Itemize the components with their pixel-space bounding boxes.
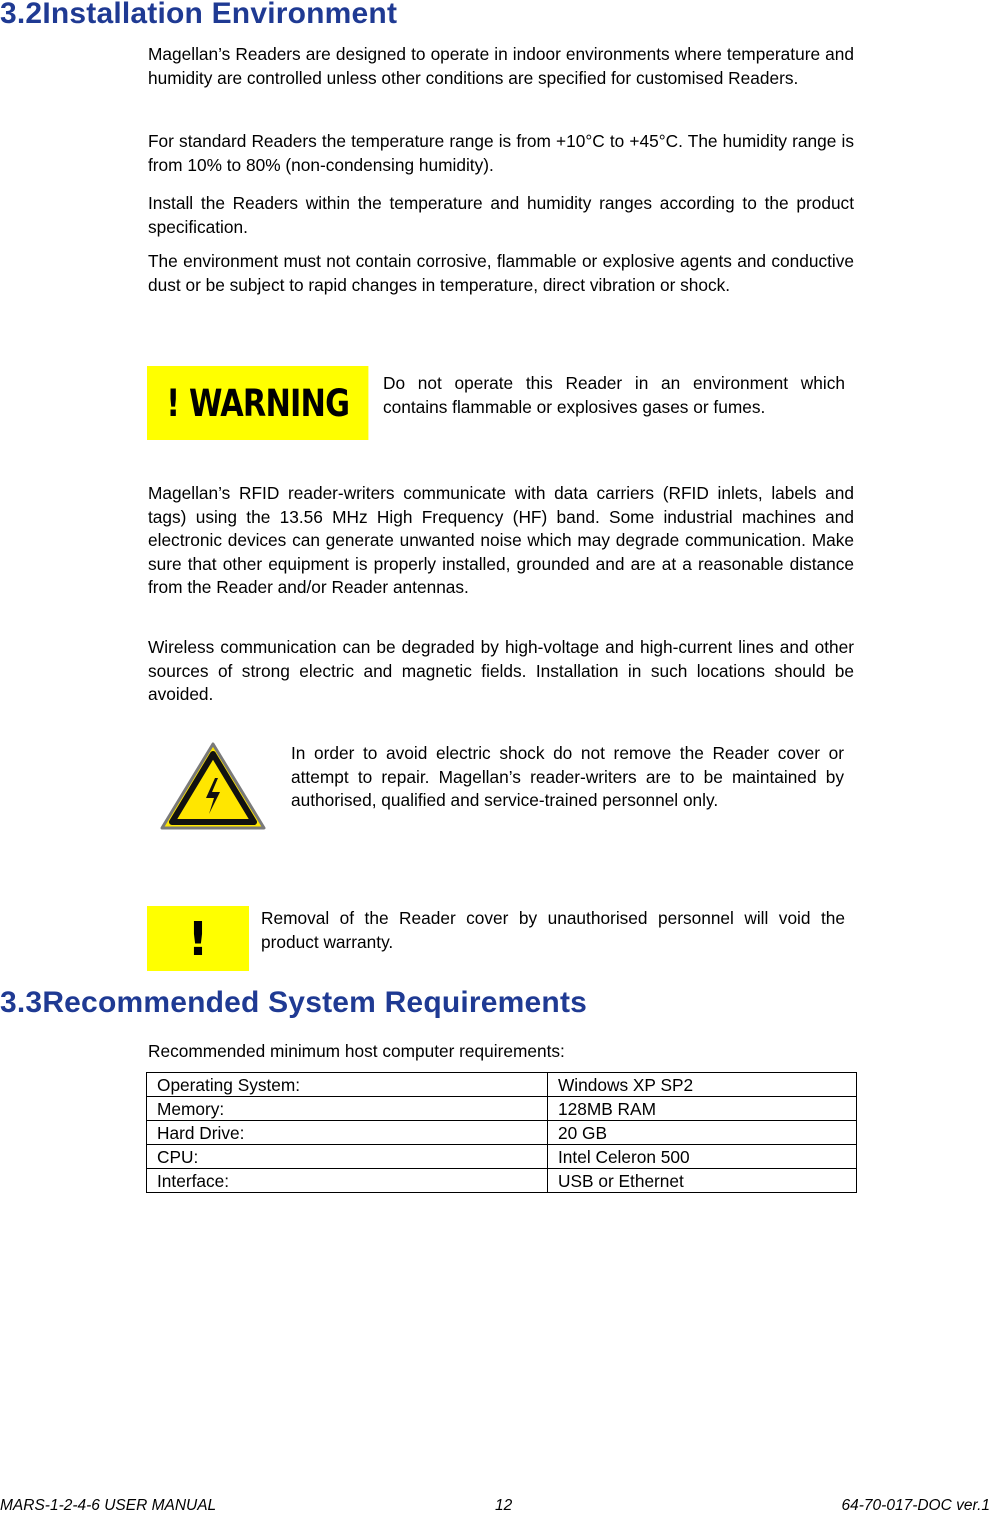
warning-label: ! WARNING	[147, 366, 368, 440]
paragraph-wireless-degradation: Wireless communication can be degraded by high-voltage and high-current lines and other sources of strong electric and magnetic fields. Installation in such locations should be avoided.	[148, 637, 854, 704]
high-voltage-icon	[158, 740, 268, 832]
table-row	[147, 1073, 857, 1097]
requirement-label: Hard Drive:	[147, 1121, 548, 1145]
requirement-label: Memory:	[147, 1097, 548, 1121]
shock-warning-text: In order to avoid electric shock do not remove the Reader cover or attempt to repair. Magellan’s reader-writers are to be maintained by authorised, qualified and service-trained personnel only.	[291, 743, 844, 810]
footer-document-title: MARS-1-2-4-6 USER MANUAL	[0, 1497, 217, 1514]
requirement-label: Operating System:	[147, 1073, 548, 1097]
caution-text: Removal of the Reader cover by unauthorised personnel will void the product warranty.	[261, 908, 845, 952]
requirement-label: Interface:	[147, 1169, 548, 1193]
requirement-value: Windows XP SP2	[548, 1073, 857, 1097]
requirements-intro: Recommended minimum host computer requirements:	[148, 1041, 565, 1061]
requirements-table	[146, 1072, 857, 1193]
footer-document-id: 64-70-017-DOC ver.1	[841, 1497, 990, 1514]
footer-page-number: 12	[495, 1497, 513, 1514]
paragraph-rfid-communication: Magellan’s RFID reader-writers communicate with data carriers (RFID inlets, labels and tags) using the 13.56 MHz High Frequency (HF) band. Some industrial machines and electronic devices can generate unwanted noise which may degrade communication. Make sure that other equipment is properly installed, grounded and are at a reasonable distance from the Reader and/or Reader antennas.	[148, 483, 854, 597]
requirement-label: CPU:	[147, 1145, 548, 1169]
section-heading-installation: 3.2Installation Environment	[0, 0, 398, 30]
table-row	[147, 1097, 857, 1121]
paragraph-install-ranges: Install the Readers within the temperature and humidity ranges according to the product specification.	[148, 193, 854, 237]
paragraph-temperature-range: For standard Readers the temperature range is from +10°C to +45°C. The humidity range is from 10% to 80% (non-condensing humidity).	[148, 131, 854, 175]
requirement-value: USB or Ethernet	[548, 1169, 857, 1193]
requirement-value: Intel Celeron 500	[548, 1145, 857, 1169]
caution-label: !	[147, 906, 249, 971]
requirement-value: 20 GB	[548, 1121, 857, 1145]
paragraph-environment-agents: The environment must not contain corrosive, flammable or explosive agents and conductive dust or be subject to rapid changes in temperature, direct vibration or shock.	[148, 251, 854, 295]
requirement-value: 128MB RAM	[548, 1097, 857, 1121]
paragraph-indoor-environments: Magellan’s Readers are designed to operate in indoor environments where temperature and humidity are controlled unless other conditions are specified for customised Readers.	[148, 44, 854, 88]
table-row	[147, 1121, 857, 1145]
section-heading-requirements: 3.3Recommended System Requirements	[0, 986, 588, 1019]
table-row	[147, 1145, 857, 1169]
table-row	[147, 1169, 857, 1193]
warning-text: Do not operate this Reader in an environment which contains flammable or explosives gases or fumes.	[383, 373, 845, 417]
